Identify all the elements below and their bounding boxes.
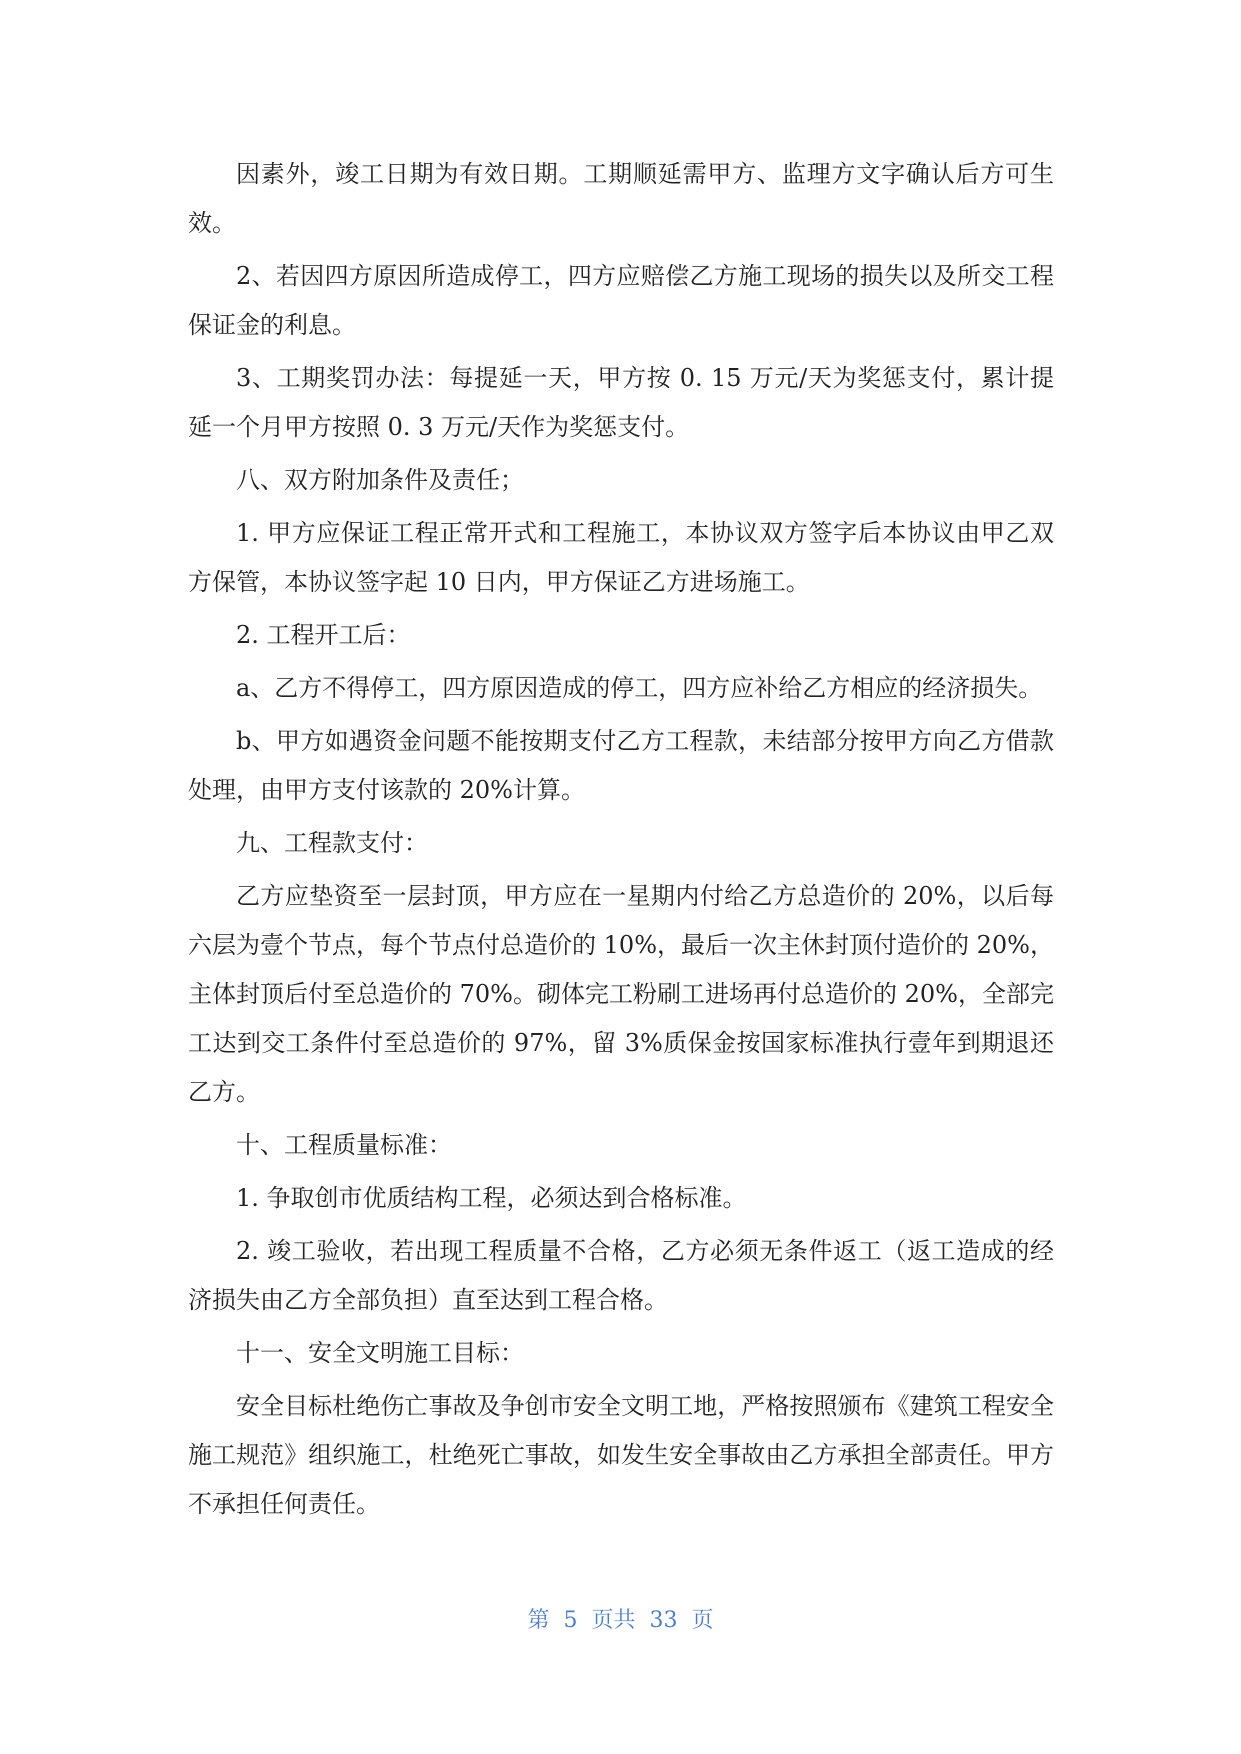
section-heading-10: 十、工程质量标准： <box>236 1131 452 1159</box>
section-heading-8: 八、双方附加条件及责任； <box>236 466 524 494</box>
footer-prefix: 第 <box>527 1608 550 1633</box>
section-heading-9: 九、工程款支付： <box>236 829 428 857</box>
footer-total-pages: 33 <box>649 1608 678 1633</box>
paragraph-2: 2、若因四方原因所造成停工，四方应赔偿乙方施工现场的损失以及所交工程保证金的利息。 <box>188 262 1054 339</box>
section-heading-11: 十一、安全文明施工目标： <box>236 1339 524 1367</box>
document-body <box>188 150 1054 1533</box>
paragraph-13: 2. 竣工验收，若出现工程质量不合格，乙方必须无条件返工（返工造成的经济损失由乙方全部负担）直至达到工程合格。 <box>188 1237 1054 1314</box>
paragraph-8: b、甲方如遇资金问题不能按期支付乙方工程款，未结部分按甲方向乙方借款处理，由甲方支付该款的 20%计算。 <box>188 727 1054 804</box>
footer-middle: 页共 <box>591 1608 636 1633</box>
paragraph-15: 安全目标杜绝伤亡事故及争创市安全文明工地，严格按照颁布《建筑工程安全施工规范》组织施工，杜绝死亡事故，如发生安全事故由乙方承担全部责任。甲方不承担任何责任。 <box>188 1392 1054 1518</box>
paragraph-6: 2. 工程开工后： <box>236 621 411 649</box>
paragraph-10: 乙方应垫资至一层封顶，甲方应在一星期内付给乙方总造价的 20%，以后每六层为壹个节点，每个节点付总造价的 10%，最后一次主休封顶付造价的 20%，主体封顶后付至总造价的 70%。砌体完工粉刷工进场再付总造价的 20%，全部完工达到交工条件付至总造价的 97%，留 3%质保金按国家标准执行壹年到期退还乙方。 <box>188 882 1054 1106</box>
paragraph-7: a、乙方不得停工，四方原因造成的停工，四方应补给乙方相应的经济损失。 <box>236 674 1043 702</box>
paragraph-3: 3、工期奖罚办法：每提延一天，甲方按 0. 15 万元/天为奖惩支付，累计提延一个月甲方按照 0. 3 万元/天作为奖惩支付。 <box>188 364 1054 441</box>
footer-current-page: 5 <box>563 1608 578 1633</box>
paragraph-12: 1. 争取创市优质结构工程，必须达到合格标准。 <box>236 1184 747 1212</box>
page-footer <box>0 1603 1241 1634</box>
paragraph-5: 1. 甲方应保证工程正常开式和工程施工，本协议双方签字后本协议由甲乙双方保管，本协议签字起 10 日内，甲方保证乙方进场施工。 <box>188 519 1054 596</box>
footer-suffix: 页 <box>691 1608 714 1633</box>
paragraph-1: 因素外，竣工日期为有效日期。工期顺延需甲方、监理方文字确认后方可生效。 <box>188 160 1054 237</box>
